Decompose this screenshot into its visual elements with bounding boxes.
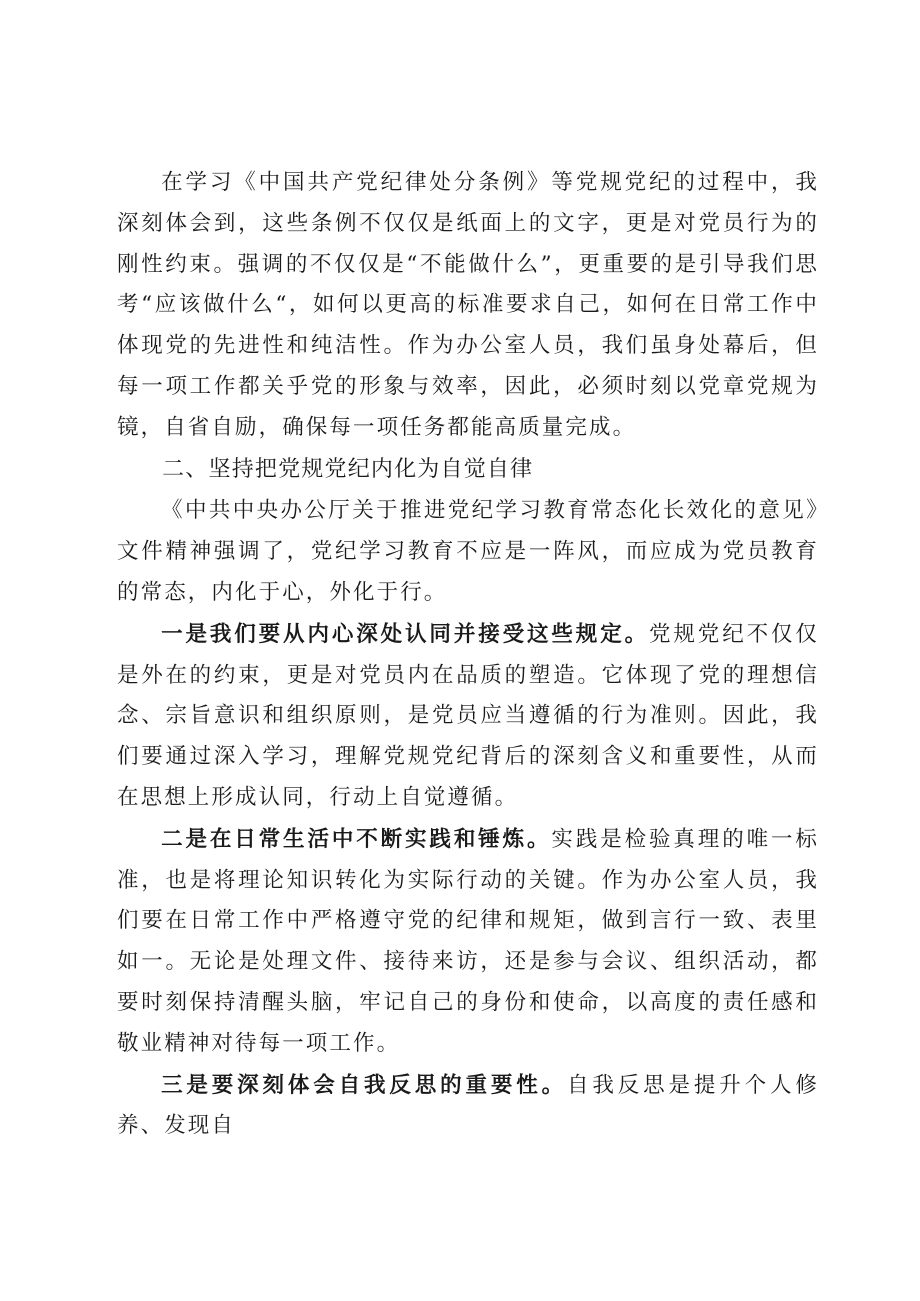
point-lead-1: 一是我们要从内心深处认同并接受这些规定。 [161, 621, 650, 647]
section-paragraph: 《中共中央办公厅关于推进党纪学习教育常态化长效化的意见》文件精神强调了，党纪学习教育不应是一阵风，而应成为党员教育的常态，内化于心，外化于行。 [117, 498, 819, 605]
point-paragraph-1 [117, 615, 819, 819]
point-body-1: 党规党纪不仅仅是外在的约束，更是对党员内在品质的塑造。它体现了党的理想信念、宗旨意识和组织原则，是党员应当遵循的行为准则。因此，我们要通过深入学习，理解党规党纪背后的深刻含义和重要性，从而在思想上形成认同，行动上自觉遵循。 [117, 621, 819, 810]
point-paragraph-3 [117, 1066, 819, 1148]
point-lead-2: 二是在日常生活中不断实践和锤炼。 [161, 826, 552, 852]
intro-paragraph: 在学习《中国共产党纪律处分条例》等党规党纪的过程中，我深刻体会到，这些条例不仅仅是纸面上的文字，更是对党员行为的刚性约束。强调的不仅仅是“不能做什么”，更重要的是引导我们思考“应该做什么“，如何以更高的标准要求自己，如何在日常工作中体现党的先进性和纯洁性。作为办公室人员，我们虽身处幕后，但每一项工作都关乎党的形象与效率，因此，必须时刻以党章党规为镜，自省自励，确保每一项任务都能高质量完成。 [117, 170, 819, 440]
document-body [117, 163, 819, 1148]
point-body-3: 自我反思是提升个人修养、发现自 [117, 1072, 819, 1139]
point-lead-3: 三是要深刻体会自我反思的重要性。 [161, 1072, 568, 1098]
section-heading: 二、坚持把党规党纪内化为自觉自律 [162, 456, 534, 482]
point-body-2: 实践是检验真理的唯一标准，也是将理论知识转化为实际行动的关键。作为办公室人员，我们要在日常工作中严格遵守党的纪律和规矩，做到言行一致、表里如一。无论是处理文件、接待来访，还是参与会议、组织活动，都要时刻保持清醒头脑，牢记自己的身份和使命，以高度的责任感和敬业精神对待每一项工作。 [117, 826, 819, 1056]
point-paragraph-2 [117, 820, 819, 1065]
